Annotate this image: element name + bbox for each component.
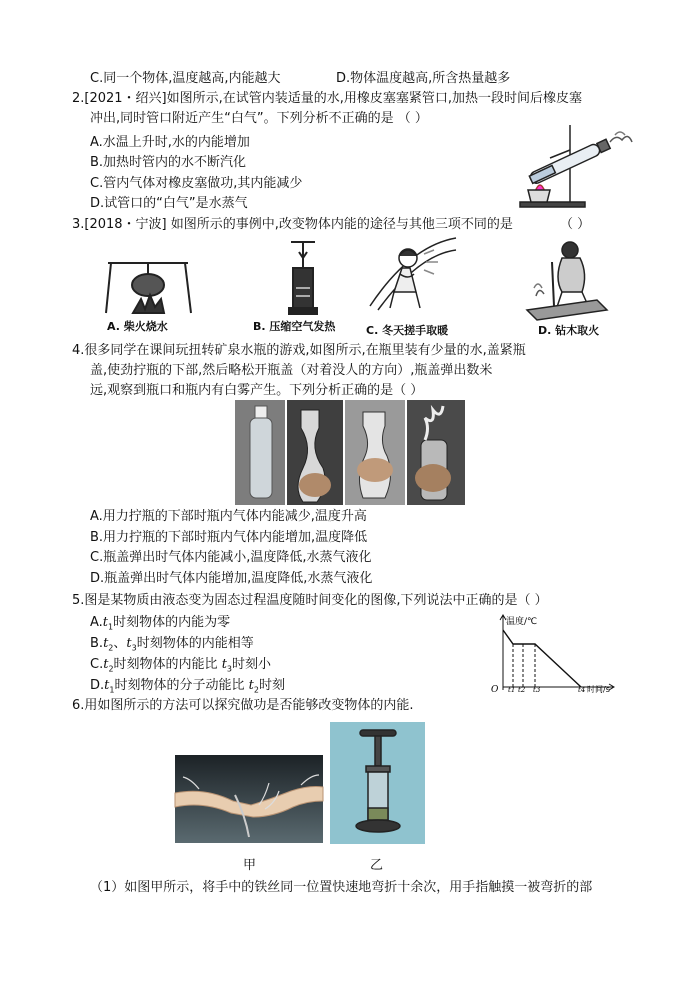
q5-b-var2: t [126,636,132,651]
q3-caption-b: B. 压缩空气发热 [253,320,336,333]
q5-d-text: 时刻 [258,678,285,693]
q4-stem-line2: 盖,使劲拧瓶的下部,然后略松开瓶盖（对着没人的方向）,瓶盖弹出数米 [90,363,493,378]
q5-graph-xlabel: 时间/s [587,685,610,694]
q5-stem: 5.图是某物质由液态变为固态过程温度随时间变化的图像,下列说法中正确的是（ ） [72,593,548,608]
q3-caption-d: D. 钻木取火 [538,324,600,337]
q5-graph-tick-t1: t1 [508,686,516,694]
q5-a-text: 时刻物体的内能为零 [113,615,231,630]
q6-label-yi: 乙 [370,858,384,873]
q5-d-var2: t [248,678,254,693]
q6-fig-yi-air-pump [330,722,425,844]
q3-fig-d-drill-wood-fire [522,240,612,322]
q5-c-var2: t [221,657,227,672]
q4-option-d: D.瓶盖弹出时气体内能增加,温度降低,水蒸气液化 [90,571,373,586]
q6-fig-jia-bending-wire [175,755,323,843]
q6-label-jia: 甲 [243,858,257,873]
q5-graph-ylabel: 温度/℃ [506,617,538,627]
q5-graph-tick-t4: t4 [578,686,586,694]
q5-d-var1: t [104,678,110,693]
q2-option-c: C.管内气体对橡皮塞做功,其内能减少 [90,176,303,191]
q2-option-a: A.水温上升时,水的内能增加 [90,135,250,150]
q3-fig-c-rubbing-hands [368,236,458,314]
q6-part1-text: （1）如图甲所示，将手中的铁丝同一位置快速地弯折十余次，用手指触摸一被弯折的部 [90,880,593,895]
q3-stem: 3.[2018・宁波] 如图所示的事例中,改变物体内能的途径与其他三项不同的是 [72,217,513,232]
q3-caption-c: C. 冬天搓手取暖 [366,324,449,337]
q3-answer-paren: （ ） [560,217,591,232]
q5-graph-tick-t2: t2 [518,686,526,694]
q2-stem-line1: 2.[2021・绍兴]如图所示,在试管内装适量的水,用橡皮塞塞紧管口,加热一段时间后橡皮塞 [72,91,583,106]
q5-c-mid: 时刻物体的内能比 [113,657,222,672]
q4-stem-line1: 4.很多同学在课间玩扭转矿泉水瓶的游戏,如图所示,在瓶里装有少量的水,盖紧瓶 [72,343,526,358]
q1-option-c: C.同一个物体,温度越高,内能越大 [90,71,281,86]
q5-c-sub2: 3 [226,664,233,674]
q6-stem: 6.用如图所示的方法可以探究做功是否能够改变物体的内能. [72,698,414,713]
q5-b-var1: t [103,636,109,651]
q5-a-prefix: A. [90,615,103,630]
q5-b-sub2: 3 [131,643,137,653]
q5-a-var: t [102,615,109,630]
q5-temperature-graph [491,612,623,695]
q5-graph-tick-t3: t3 [533,686,541,694]
q2-test-tube-figure [510,120,630,210]
q5-a-sub: 1 [108,622,114,632]
q5-graph-origin: O [491,685,499,695]
q5-c-var1: t [103,657,109,672]
q5-d-sub1: 1 [109,685,115,695]
q5-c-sub1: 2 [108,664,114,674]
q4-stem-line3: 远,观察到瓶口和瓶内有白雾产生。下列分析正确的是（ ） [90,383,424,398]
q5-b-text: 时刻物体的内能相等 [136,636,254,651]
q3-fig-a-campfire-kettle [103,255,193,315]
q5-d-prefix: D. [90,678,105,693]
q4-option-c: C.瓶盖弹出时气体内能减小,温度降低,水蒸气液化 [90,550,372,565]
q4-option-a: A.用力拧瓶的下部时瓶内气体内能减少,温度升高 [90,509,367,524]
q2-option-b: B.加热时管内的水不断汽化 [90,155,247,170]
q5-b-mid: 、 [113,636,127,651]
q5-d-sub2: 2 [253,685,259,695]
q5-b-prefix: B. [90,636,104,651]
q5-b-sub1: 2 [108,643,114,653]
q5-c-prefix: C. [90,657,104,672]
q2-stem-line2: 冲出,同时管口附近产生“白气”。下列分析不正确的是 （ ） [90,111,428,126]
q3-caption-a: A. 柴火烧水 [107,320,168,333]
q2-option-d: D.试管口的“白气”是水蒸气 [90,196,248,211]
q5-c-text: 时刻小 [232,657,272,672]
q4-option-b: B.用力拧瓶的下部时瓶内气体内能增加,温度降低 [90,530,368,545]
q1-option-d: D.物体温度越高,所含热量越多 [336,71,511,86]
q3-fig-b-air-compressor [283,238,323,318]
q5-d-mid: 时刻物体的分子动能比 [114,678,249,693]
q4-bottle-photos [235,400,465,505]
